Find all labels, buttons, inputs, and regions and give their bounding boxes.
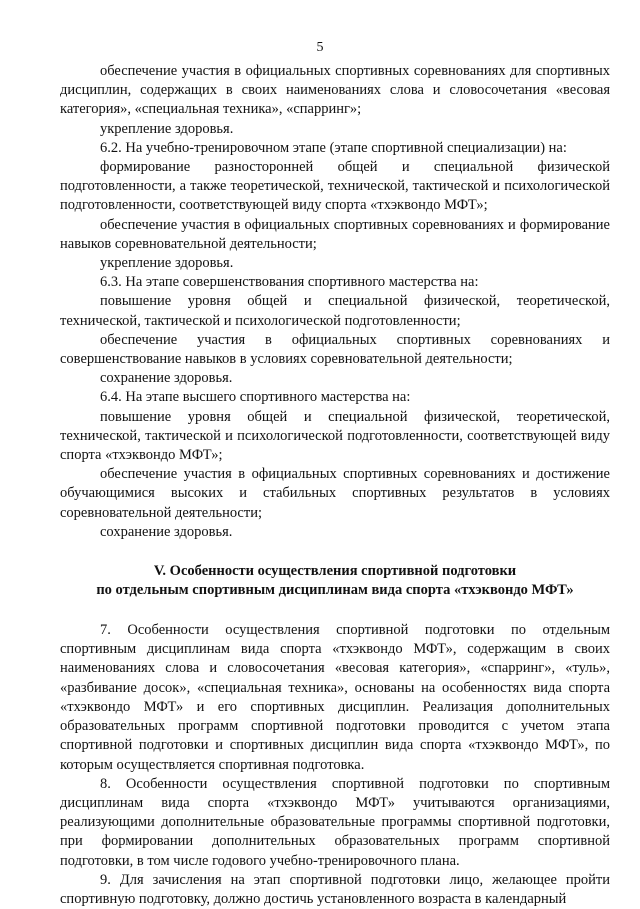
paragraph: повышение уровня общей и специальной физической, теоретической, технической, тактической и психологической подготовленности, соответствующей виду спорта «тхэквондо МФТ»; — [60, 408, 610, 464]
paragraph: обеспечение участия в официальных спортивных соревнованиях для спортивных дисциплин, содержащих в своих наименованиях слова и словосочетания «весовая категория», «специальная техника», «спарринг»; — [60, 63, 610, 118]
section-heading — [60, 562, 610, 600]
paragraph: 6.4. На этапе высшего спортивного мастерства на: — [100, 389, 411, 406]
paragraph: обеспечение участия в официальных спортивных соревнованиях и достижение обучающимися высоких и стабильных спортивных результатов в условиях соревновательной деятельности; — [60, 466, 610, 521]
paragraph: сохранение здоровья. — [100, 523, 233, 540]
paragraph: укрепление здоровья. — [100, 255, 234, 272]
paragraph: 8. Особенности осуществления спортивной подготовки по спортивным дисциплинам вида спорта «тхэквондо МФТ» учитываются организациями, реализующими дополнительные образовательные программы спортивной подготовки, при формировании дополнительных образовательных программ спортивной подготовки, в том числе годового учебно-тренировочного плана. — [60, 775, 610, 869]
paragraph: 6.3. На этапе совершенствования спортивного мастерства на: — [100, 274, 479, 291]
paragraph: 9. Для зачисления на этап спортивной подготовки лицо, желающее пройти спортивную подготовку, должно достичь установленного возраста в календарный — [60, 871, 610, 907]
paragraph: обеспечение участия в официальных спортивных соревнованиях и совершенствование навыков в условиях соревновательной деятельности; — [60, 331, 610, 368]
section-heading-line: по отдельным спортивным дисциплинам вида спорта «тхэквондо МФТ» — [96, 582, 574, 599]
paragraph: 6.2. На учебно-тренировочном этапе (этапе спортивной специализации) на: — [100, 139, 567, 156]
document-body — [60, 62, 610, 909]
paragraph: формирование разносторонней общей и специальной физической подготовленности, а также теоретической, технической, тактической и психологической подготовленности, соответствующей виду спорта «тхэквондо МФТ»; — [60, 159, 610, 214]
section-heading-line: V. Особенности осуществления спортивной подготовки — [153, 563, 517, 580]
paragraph: укрепление здоровья. — [100, 120, 234, 137]
paragraph: обеспечение участия в официальных спортивных соревнованиях и формирование навыков соревновательной деятельности; — [60, 216, 610, 252]
paragraph: повышение уровня общей и специальной физической, теоретической, технической, тактической и психологической подготовленности; — [60, 293, 610, 329]
paragraph: сохранение здоровья. — [100, 370, 233, 387]
page-number: 5 — [316, 40, 324, 55]
paragraph: 7. Особенности осуществления спортивной подготовки по отдельным спортивным дисциплинам вида спорта «тхэквондо МФТ», содержащим в своих наименованиях слова и словосочетания «весовая категория», «спарринг», «туль», «разбивание досок», «специальная техника», основаны на особенностях вида спорта «тхэквондо МФТ» и его спортивных дисциплин. Реализация дополнительных образовательных программ спортивной подготовки проводится с учетом этапа спортивной подготовки и спортивных дисциплин вида спорта «тхэквондо МФТ», по которым осуществляется спортивная подготовка. — [60, 622, 610, 773]
